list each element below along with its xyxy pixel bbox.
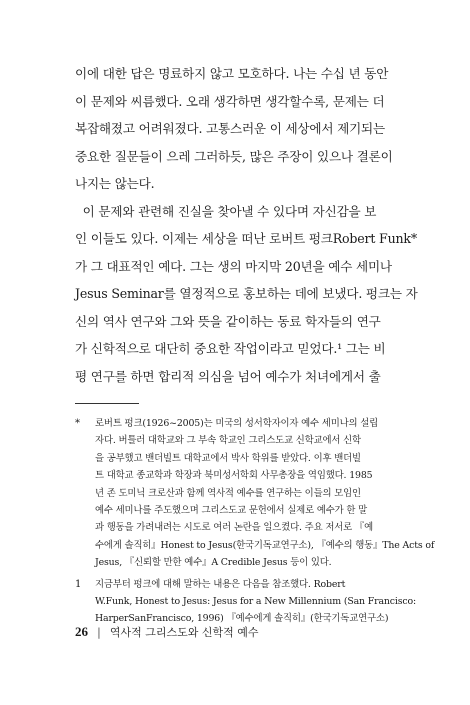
footnote-source [75,576,416,628]
footnote-robert-funk [75,415,435,572]
body-line: Jesus Seminar를 열정적으로 홍보하는 데에 보냈다. 펑크는 자 [75,286,418,301]
footnote-line: 로버트 펑크(1926~2005)는 미국의 성서학자이자 예수 세미나의 설립 [95,418,379,429]
footnote-line: 년 존 도미닉 크로산과 함께 역사적 예수를 연구하는 이들의 모임인 [95,487,361,499]
page-number: 26 [75,624,88,639]
footnote-line: 수에게 솔직히』Honest to Jesus(한국기독교연구소), 『예수의 행동』The Acts of [95,539,435,551]
page-footer [75,624,259,641]
footnote-mark: 1 [75,578,82,590]
body-line: 가 신학적으로 대단히 중요한 작업이라고 믿었다.¹ 그는 비 [75,341,386,356]
footnote-line: 트 대학교 종교학과 학장과 북미성서학회 사무총장을 역임했다. 1985 [95,470,373,482]
footnote-mark: * [75,418,80,429]
body-line: 가 그 대표적인 예다. 그는 생의 마지막 20년을 예수 세미나 [75,258,392,274]
footnotes [75,415,435,632]
running-title: 역사적 그리스도와 신학적 예수 [109,626,259,639]
footnote-line: 예수 세미나를 주도했으며 그리스도교 문헌에서 실제로 예수가 한 말 [95,504,368,516]
body-line: 중요한 질문들이 으레 그러하듯, 많은 주장이 있으나 결론이 [75,148,393,164]
body-line: 복잡해졌고 어려워졌다. 고통스러운 이 세상에서 제기되는 [75,121,385,136]
body-line: 이 문제와 관련해 진실을 찾아낼 수 있다며 자신감을 보 [75,203,377,219]
footnote-line: HarperSanFrancisco, 1996) 『예수에게 솔직히』(한국기독교연구소) [95,613,389,625]
footnote-line: 자다. 버틀러 대학교와 그 부속 학교인 그리스도교 신학교에서 신학 [95,435,361,447]
body-line: 인 이들도 있다. 이제는 세상을 떠난 로버트 펑크Robert Funk* [75,231,417,246]
footnote-line: 을 공부했고 밴더빌트 대학교에서 박사 학위를 받았다. 이후 밴더빌 [95,452,361,464]
footnote-line: W.Funk, Honest to Jesus: Jesus for a New Millennium (San Francisco: [95,595,416,607]
body-line: 나지는 않는다. [75,176,155,191]
body-line: 신의 역사 연구와 그와 뜻을 같이하는 동료 학자들의 연구 [75,313,381,329]
body-text [75,60,418,390]
footer-separator: | [97,625,101,639]
footnote-divider [75,403,139,404]
body-line: 평 연구를 하면 합리적 의심을 넘어 예수가 처녀에게서 출 [75,368,381,384]
body-line: 이 문제와 씨름했다. 오래 생각하면 생각할수록, 문제는 더 [75,93,385,109]
body-line: 이에 대한 답은 명료하지 않고 모호하다. 나는 수십 년 동안 [75,66,389,81]
footnote-line: Jesus, 『신뢰할 만한 예수』A Credible Jesus 등이 있다. [95,557,332,569]
footnote-line: 지금부터 펑크에 대해 말하는 내용은 다음을 참조했다. Robert [95,578,346,590]
footnote-line: 과 행동을 가려내려는 시도로 여러 논란을 일으켰다. 주요 저서로 『예 [95,522,373,534]
